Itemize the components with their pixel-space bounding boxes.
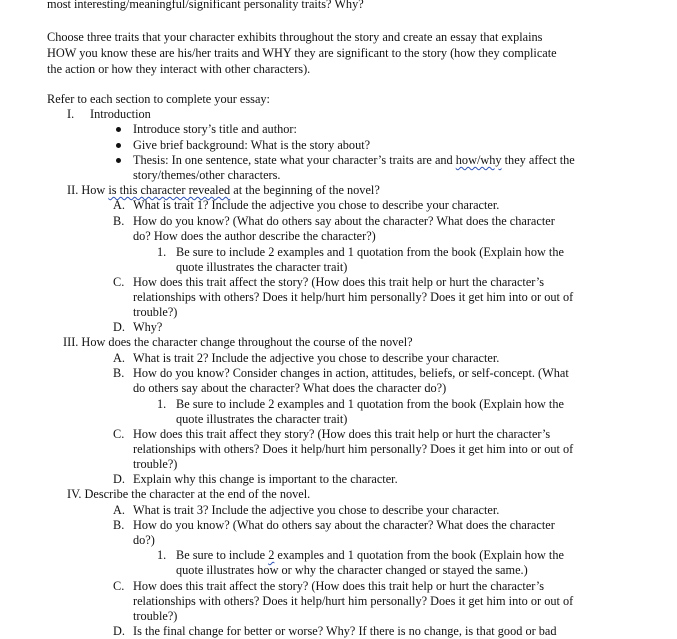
thesis-text-tail: they affect the <box>501 153 575 167</box>
intro-bullet-title-author: Introduce story’s title and author: <box>133 122 297 136</box>
s3-item-d: Explain why this change is important to the character. <box>133 472 398 486</box>
item-marker: B. <box>113 366 125 380</box>
s2-item-b1-line-1: Be sure to include 2 examples and 1 quotation from the book (Explain how the <box>176 245 564 259</box>
item-marker: C. <box>113 275 125 289</box>
item-marker: 1. <box>157 548 167 562</box>
item-marker: C. <box>113 427 125 441</box>
section-1-title: Introduction <box>90 107 151 121</box>
s4-item-c-line-1: How does this trait affect the story? (How does this trait help or hurt the character’s <box>133 579 545 593</box>
section-2-heading <box>67 183 380 198</box>
s2-item-b1-line-2: quote illustrates the character trait) <box>176 260 348 274</box>
grammar-marked-phrase[interactable]: is this character revealed <box>108 183 231 197</box>
s3-item-c-line-2: relationships with others? Does it help/hurt him personally? Does it get him into or out of <box>133 442 574 456</box>
s2-item-c-line-3: trouble?) <box>133 305 178 319</box>
s3-item-b1-line-1: Be sure to include 2 examples and 1 quotation from the book (Explain how the <box>176 397 564 411</box>
item-marker: C. <box>113 579 125 593</box>
intro-paragraph-line-3: the action or how they interact with other characters). <box>47 62 311 76</box>
s2-item-d: Why? <box>133 320 163 334</box>
item-marker: A. <box>113 351 125 365</box>
spellcheck-marked-word[interactable]: how/why <box>455 153 502 167</box>
bullet-icon <box>116 127 121 132</box>
intro-paragraph-line-1: Choose three traits that your character exhibits throughout the story and create an essay that explains <box>47 30 543 44</box>
s2-item-b-line-2: do? How does the author describe the character?) <box>133 229 376 243</box>
s3-item-b-line-1: How do you know? Consider changes in action, attitudes, beliefs, or self-concept. (What <box>133 366 569 380</box>
s4-item-d-cut: Is the final change for better or worse? Why? If there is no change, is that good or bad <box>133 624 557 638</box>
spellcheck-marked-word[interactable]: 2 <box>268 548 275 562</box>
thesis-text: Thesis: In one sentence, state what your character’s traits are and <box>133 153 456 167</box>
s4-item-b1-line-1 <box>176 548 564 563</box>
s2-item-b-line-1: How do you know? (What do others say about the character? What does the character <box>133 214 555 228</box>
s2-item-c-line-1: How does this trait affect the story? (How does this trait help or hurt the character’s <box>133 275 545 289</box>
s4-item-b1-line-2: quote illustrates how or why the character changed or stayed the same.) <box>176 563 528 577</box>
s2-item-a: What is trait 1? Include the adjective you chose to describe your character. <box>133 198 500 212</box>
item-marker: 1. <box>157 245 167 259</box>
s3-item-a: What is trait 2? Include the adjective you chose to describe your character. <box>133 351 500 365</box>
s3-item-b1-line-2: quote illustrates the character trait) <box>176 412 348 426</box>
item-marker: D. <box>113 320 125 334</box>
intro-bullet-background: Give brief background: What is the story about? <box>133 138 371 152</box>
item-marker: B. <box>113 518 125 532</box>
s3-item-c-line-3: trouble?) <box>133 457 178 471</box>
s4-item-c-line-2: relationships with others? Does it help/hurt him personally? Does it get him into or out of <box>133 594 574 608</box>
s2-item-c-line-2: relationships with others? Does it help/hurt him personally? Does it get him into or out of <box>133 290 574 304</box>
heading-text: II. How <box>67 183 109 197</box>
item-marker: D. <box>113 472 125 486</box>
intro-paragraph-line-2: HOW you know these are his/her traits and WHY they are significant to the story (how they complicate <box>47 46 557 60</box>
refer-instruction: Refer to each section to complete your essay: <box>47 92 270 106</box>
item-marker: A. <box>113 198 125 212</box>
s4-item-b-line-2: do?) <box>133 533 155 547</box>
heading-text-tail: at the beginning of the novel? <box>230 183 380 197</box>
s4-item-a: What is trait 3? Include the adjective you chose to describe your character. <box>133 503 500 517</box>
section-1-number: I. <box>67 107 75 121</box>
item-marker: 1. <box>157 397 167 411</box>
s4-item-b-line-1: How do you know? (What do others say about the character? What does the character <box>133 518 555 532</box>
s3-item-c-line-1: How does this trait affect they story? (How does this trait help or hurt the character’s <box>133 427 551 441</box>
item-marker: A. <box>113 503 125 517</box>
bullet-icon <box>116 143 121 148</box>
intro-bullet-thesis-line-2: story/themes/other characters. <box>133 168 281 182</box>
item-marker: B. <box>113 214 125 228</box>
section-4-heading: IV. Describe the character at the end of the novel. <box>67 487 311 501</box>
s4-item-c-line-3: trouble?) <box>133 609 178 623</box>
intro-bullet-thesis <box>133 153 575 168</box>
item-marker: D. <box>113 624 125 638</box>
b1-text: Be sure to include <box>176 548 269 562</box>
section-3-heading: III. How does the character change throughout the course of the novel? <box>63 335 413 349</box>
b1-text-tail: examples and 1 quotation from the book (Explain how the <box>274 548 564 562</box>
cut-question-line: most interesting/meaningful/significant personality traits? Why? <box>47 0 364 11</box>
bullet-icon <box>116 158 121 163</box>
s3-item-b-line-2: do others say about the character? What does the character do?) <box>133 381 447 395</box>
